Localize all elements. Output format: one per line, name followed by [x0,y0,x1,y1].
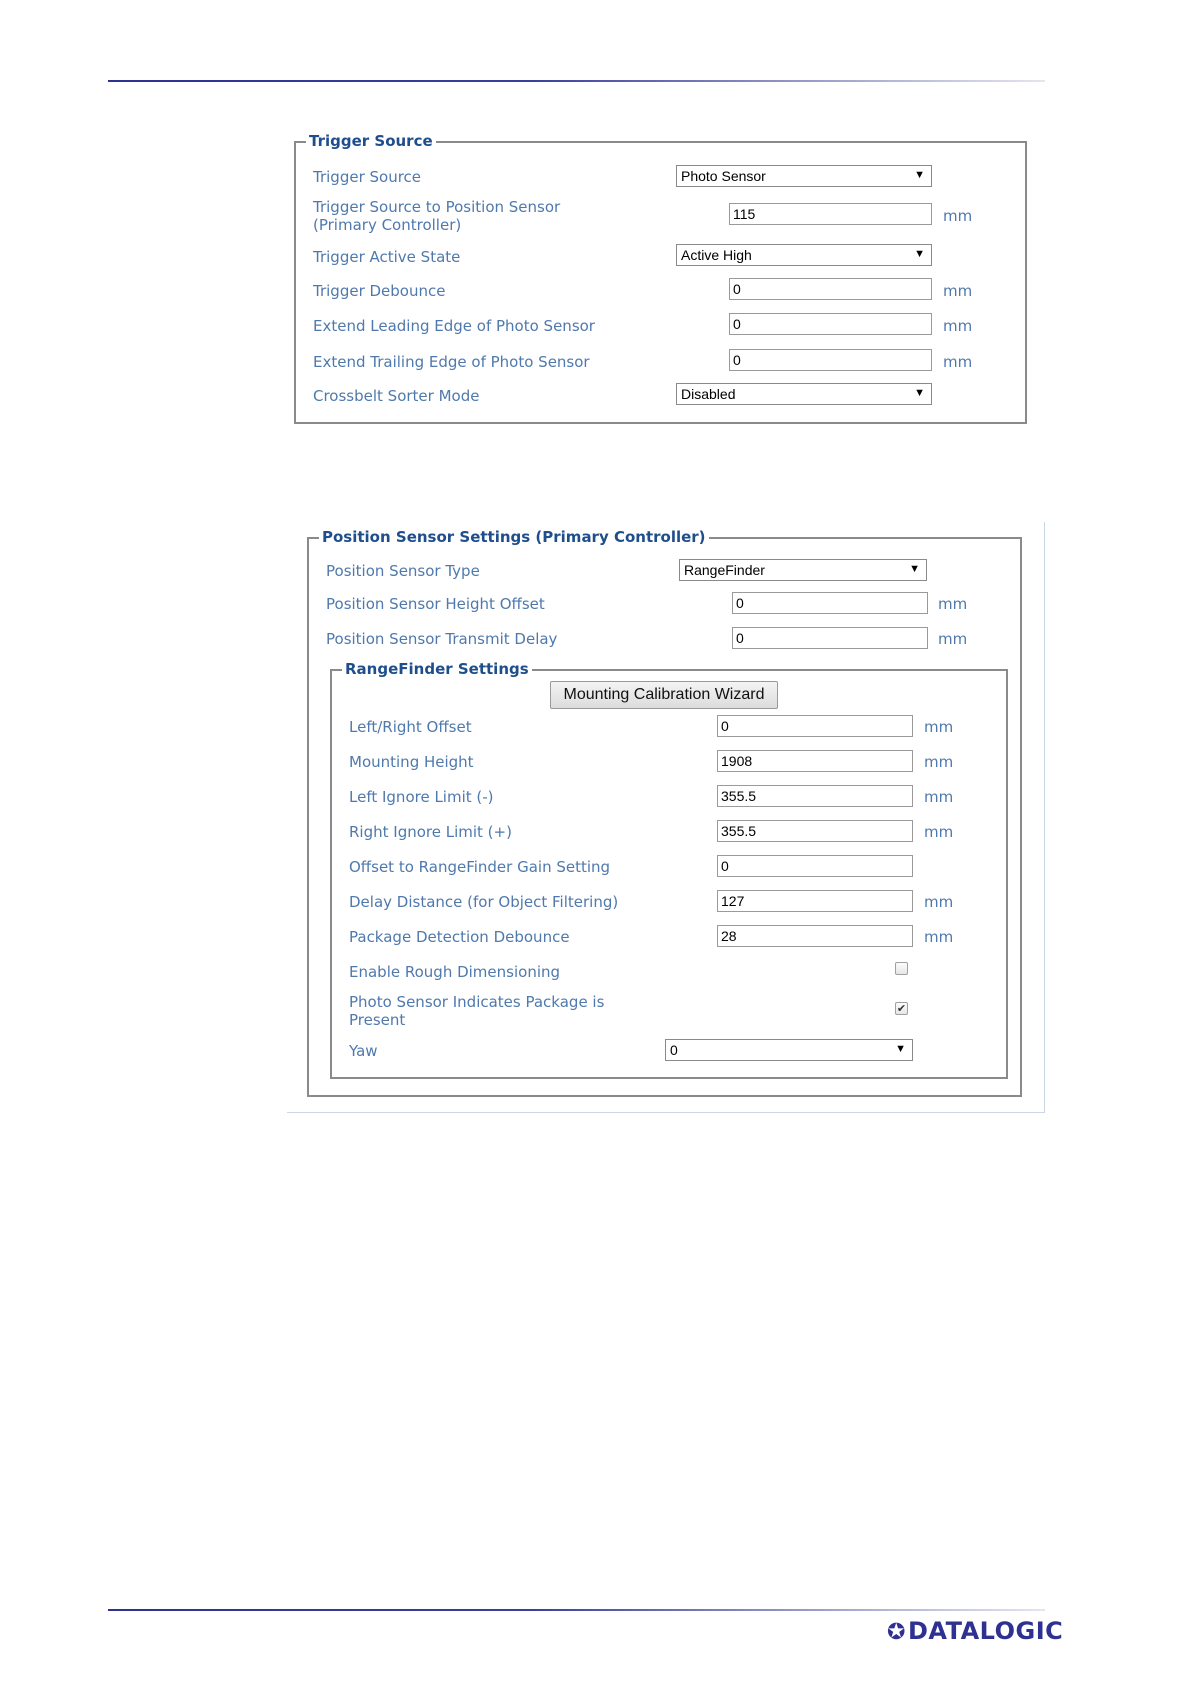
position-sensor-legend: Position Sensor Settings (Primary Controller) [319,527,709,547]
header-rule [108,80,1045,82]
position-sensor-transmit-delay-input[interactable]: 0 [732,627,928,649]
trigger-to-position-unit: mm [943,207,973,225]
delay-distance-label: Delay Distance (for Object Filtering) [349,893,619,911]
package-detection-debounce-label: Package Detection Debounce [349,928,570,946]
enable-rough-dimensioning-label: Enable Rough Dimensioning [349,963,561,981]
trigger-active-state-select[interactable]: Active High ▼ [676,244,932,266]
trigger-debounce-input[interactable]: 0 [729,278,932,300]
yaw-select[interactable]: 0 ▼ [665,1039,913,1061]
left-right-offset-unit: mm [924,718,954,736]
right-ignore-limit-label: Right Ignore Limit (+) [349,823,512,841]
position-sensor-height-offset-input[interactable]: 0 [732,592,928,614]
trigger-to-position-label: Trigger Source to Position Sensor (Primary Controller) [313,198,561,234]
position-sensor-transmit-delay-unit: mm [938,630,968,648]
rangefinder-gain-offset-input[interactable]: 0 [717,855,913,877]
package-detection-debounce-input[interactable]: 28 [717,925,913,947]
left-right-offset-label: Left/Right Offset [349,718,472,736]
dropdown-arrow-icon: ▼ [914,387,925,399]
dropdown-arrow-icon: ▼ [914,248,925,260]
delay-distance-input[interactable]: 127 [717,890,913,912]
extend-trailing-edge-label: Extend Trailing Edge of Photo Sensor [313,353,590,371]
crossbelt-sorter-mode-label: Crossbelt Sorter Mode [313,387,480,405]
trigger-debounce-label: Trigger Debounce [313,282,446,300]
left-ignore-limit-label: Left Ignore Limit (-) [349,788,494,806]
position-sensor-type-select[interactable]: RangeFinder ▼ [679,559,927,581]
trigger-source-panel [294,132,1027,424]
extend-trailing-edge-input[interactable]: 0 [729,349,932,371]
left-ignore-limit-unit: mm [924,788,954,806]
trigger-debounce-unit: mm [943,282,973,300]
trigger-to-position-input[interactable]: 115 [729,203,932,225]
rangefinder-legend: RangeFinder Settings [342,659,532,679]
checkmark-icon: ✔ [896,1002,907,1015]
delay-distance-unit: mm [924,893,954,911]
package-detection-debounce-unit: mm [924,928,954,946]
trigger-source-legend: Trigger Source [306,131,436,151]
dropdown-arrow-icon: ▼ [914,169,925,181]
left-right-offset-input[interactable]: 0 [717,715,913,737]
rangefinder-gain-offset-label: Offset to RangeFinder Gain Setting [349,858,611,876]
right-ignore-limit-input[interactable]: 355.5 [717,820,913,842]
datalogic-logo: ✪DATALOGIC [887,1617,1064,1645]
position-sensor-height-offset-unit: mm [938,595,968,613]
extend-trailing-edge-unit: mm [943,353,973,371]
rangefinder-panel [330,660,1008,1079]
right-ignore-limit-unit: mm [924,823,954,841]
extend-leading-edge-unit: mm [943,317,973,335]
photo-sensor-indicates-package-label: Photo Sensor Indicates Package is Present [349,993,605,1029]
position-sensor-type-label: Position Sensor Type [326,562,480,580]
trigger-source-select[interactable]: Photo Sensor ▼ [676,165,932,187]
datalogic-mark-icon: ✪ [887,1620,906,1645]
photo-sensor-indicates-package-checkbox[interactable] [895,1002,908,1015]
position-sensor-transmit-delay-label: Position Sensor Transmit Delay [326,630,558,648]
extend-leading-edge-input[interactable]: 0 [729,313,932,335]
mounting-height-label: Mounting Height [349,753,474,771]
mounting-height-input[interactable]: 1908 [717,750,913,772]
position-sensor-height-offset-label: Position Sensor Height Offset [326,595,545,613]
dropdown-arrow-icon: ▼ [895,1043,906,1055]
footer-rule [108,1609,1045,1611]
left-ignore-limit-input[interactable]: 355.5 [717,785,913,807]
dropdown-arrow-icon: ▼ [909,563,920,575]
position-sensor-panel [307,528,1022,1097]
mounting-height-unit: mm [924,753,954,771]
extend-leading-edge-label: Extend Leading Edge of Photo Sensor [313,317,595,335]
yaw-label: Yaw [349,1042,378,1060]
trigger-source-label: Trigger Source [313,168,422,186]
trigger-active-state-label: Trigger Active State [313,248,461,266]
crossbelt-sorter-mode-select[interactable]: Disabled ▼ [676,383,932,405]
enable-rough-dimensioning-checkbox[interactable] [895,962,908,975]
mounting-calibration-wizard-button[interactable]: Mounting Calibration Wizard [550,681,778,709]
